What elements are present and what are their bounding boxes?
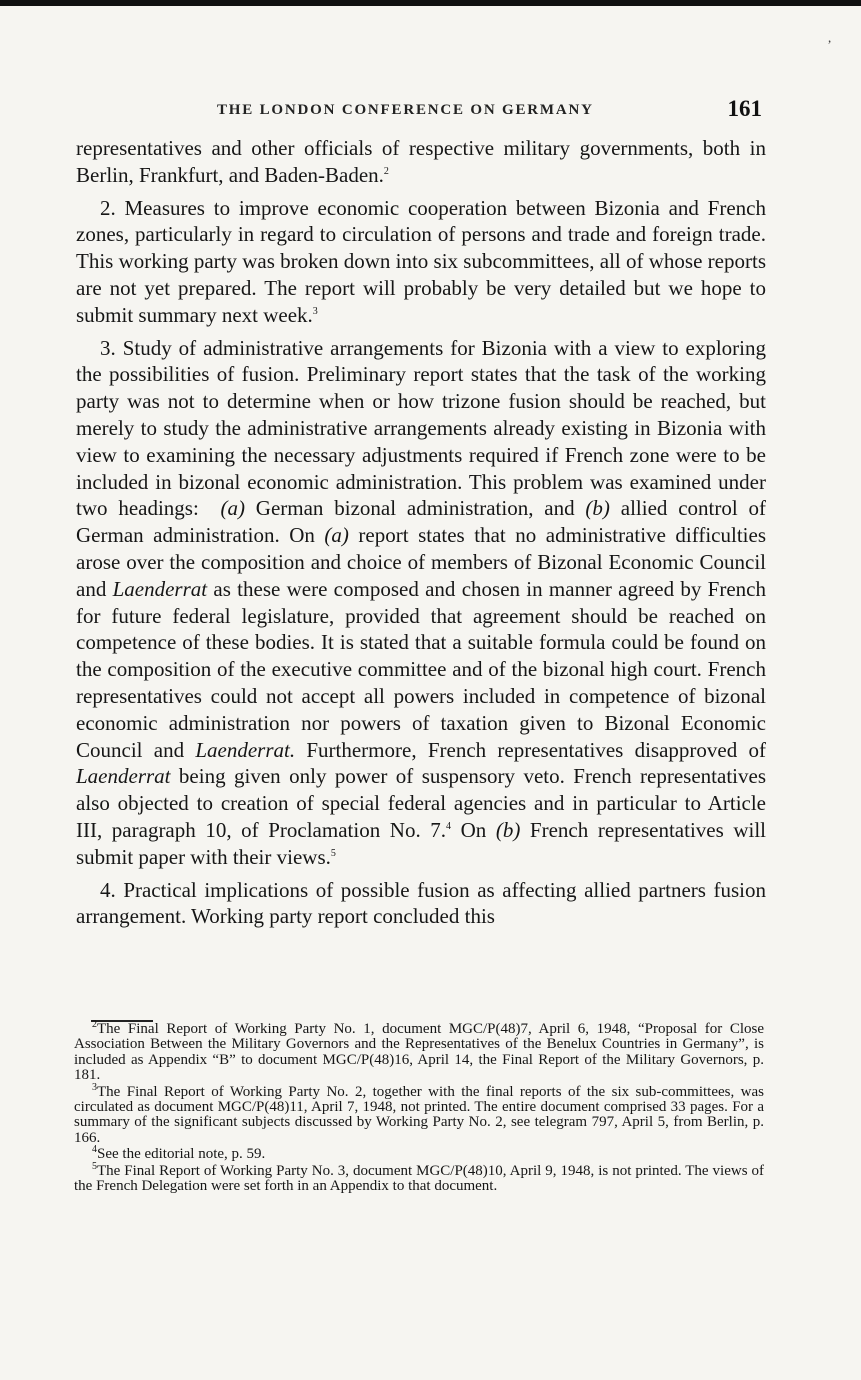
footnote-3 [74,1081,764,1147]
p3-term-1: Laenderrat [112,576,208,601]
footnote-ref-5: 5 [330,847,336,859]
running-header [80,96,766,126]
footnote-4 [74,1144,764,1163]
footnote-5 [74,1160,764,1195]
paragraph-3 [76,335,766,871]
paragraph-2 [76,195,766,329]
footnote-number: 2 [92,1019,97,1030]
footnote-text: The Final Report of Working Party No. 2, together with the final reports of the six sub-committees, was circulated as document MGC/P(48)11, April 7, 1948, not printed. The entire document comprised 33 pages. For a summary of the significant subjects discussed by Working Party No. 2, see telegram 797, April 5, from Berlin, p. 166. [74,1083,764,1146]
footnote-number: 5 [92,1160,97,1172]
p3-label-a2: (a) [324,523,349,548]
p3-s6: Furthermore, French representatives disapproved of [295,737,766,762]
p3-label-a: (a) [220,496,245,521]
p3-s2: German bizonal administration, and [244,496,586,521]
footnote-number: 4 [92,1144,97,1156]
footnote-ref-2: 2 [383,165,389,177]
p3-label-b2: (b) [495,817,521,842]
paragraph-4 [76,877,766,931]
corner-mark: , [828,30,832,45]
footnote-ref-3: 3 [312,305,318,317]
footnote-text: See the editorial note, p. 59. [97,1146,266,1163]
scan-top-border [0,0,861,6]
paragraph-2-text: 2. Measures to improve economic cooperation between Bizonia and French zones, particularly in regard to circulation of persons and trade and foreign trade. This working party was broken down into six subcommittees, all of whose reports are not yet prepared. The report will probably be very detailed but we hope to submit summary next week. [76,195,766,327]
footnote-text: The Final Report of Working Party No. 3, document MGC/P(48)10, April 9, 1948, is not printed. The views of the French Delegation were set forth in an Appendix to that document. [74,1162,764,1195]
body-text [76,135,766,936]
footnote-ref-4: 4 [446,820,452,832]
p3-s1: 3. Study of administrative arrangements for Bizonia with a view to exploring the possibilities of fusion. Preliminary report states that the task of the working party was not to determine when or how trizone fusion should be reached, but merely to study the administrative arrangements already existing in Bizonia with view to examining the necessary adjustments required if French zone were to be included in bizonal economic administration. This problem was examined under two headings: [76,335,766,521]
p3-s8: On [451,817,496,842]
paragraph-1-text: representatives and other officials of respective military governments, both in Berlin, Frankfurt, and Baden-Baden. [76,136,766,187]
p3-s5: as these were composed and chosen in manner agreed by French for future federal legislature, provided that agreement should be reached on competence of these bodies. It is stated that a suitable formula could be found on the composition of the executive committee and of the bizonal high court. French representatives could not accept all powers included in competence of bizonal economic administration nor powers of taxation given to Bizonal Economic Council and [76,576,766,762]
p3-s7: being given only power of suspensory veto. French representatives also objected to creation of special federal agencies and in particular to Article III, paragraph 10, of Proclamation No. 7. [76,764,766,842]
footnote-number: 3 [92,1081,97,1093]
footnotes [74,1019,764,1195]
page-number: 161 [727,96,762,121]
footnote-text: The Final Report of Working Party No. 1, document MGC/P(48)7, April 6, 1948, “Proposal for Close Association Between the Military Governors and the Representatives of the Benelux Countries in Germany”, is included as Appendix “B” to document MGC/P(48)16, April 14, the Final Report of the Military Governors, p. 181. [74,1021,764,1084]
p3-s4: report states that no administrative difficulties arose over the composition and choice of members of Bizonal Economic Council and [76,523,766,601]
p3-label-b: (b) [585,496,610,521]
p3-s3: allied control of German administration. On [76,496,767,548]
p3-term-2: Laenderrat. [195,737,296,762]
p3-s9: French representatives will submit paper with their views. [76,817,767,869]
paragraph-4-text: 4. Practical implications of possible fusion as affecting allied partners fusion arrangement. Working party report concluded this [76,877,766,929]
header-title: THE LONDON CONFERENCE ON GERMANY [217,102,594,118]
p3-term-3: Laenderrat [76,764,171,789]
footnote-2 [74,1019,764,1084]
paragraph-1 [76,135,766,189]
